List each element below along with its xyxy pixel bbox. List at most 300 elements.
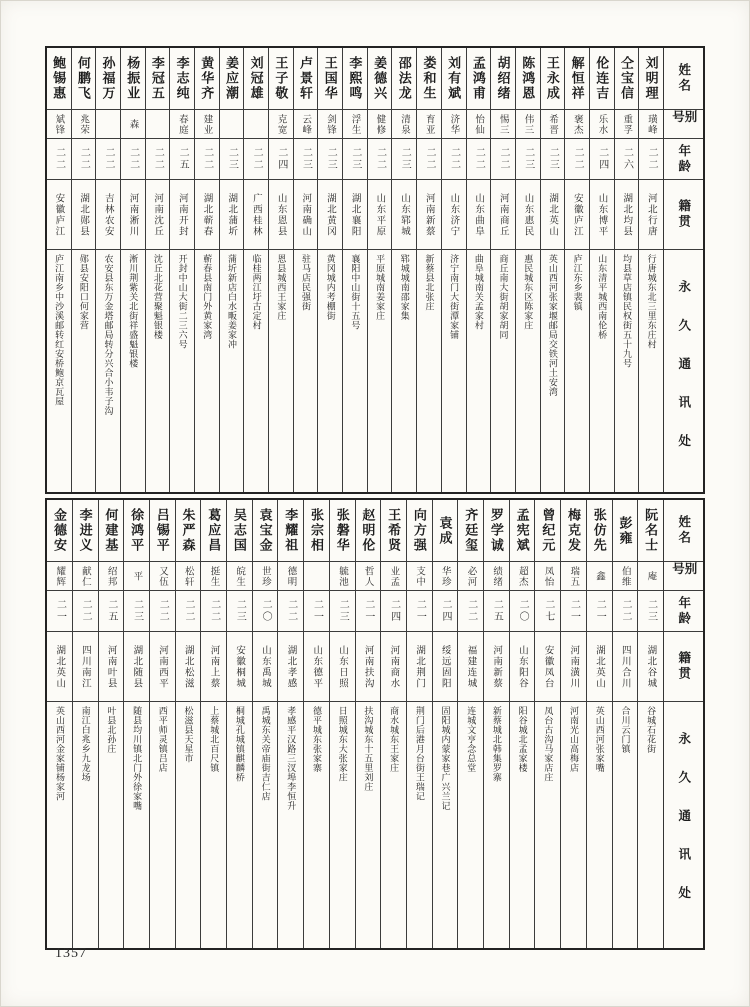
person-alias: 济华 (448, 113, 460, 135)
directory-entry-column (120, 48, 145, 492)
person-age: 二三 (399, 147, 411, 171)
person-native-place: 河南确山 (300, 192, 312, 237)
person-age: 二一 (594, 599, 606, 623)
person-address: 郓城城南邵家集 (399, 254, 410, 321)
header-address-label: 永久通讯处 (676, 280, 691, 473)
person-name: 黄华齐 (199, 56, 215, 101)
directory-entry-column (277, 500, 303, 948)
person-address: 西平师灵镇吕店 (157, 706, 168, 773)
directory-entry-column (490, 48, 515, 492)
person-address: 蒲圻新店白水畈姜家冲 (226, 254, 237, 349)
directory-entry-column (219, 48, 244, 492)
person-alias: 华珍 (439, 565, 451, 587)
directory-entry-column (586, 500, 612, 948)
person-name: 仝宝信 (618, 56, 634, 101)
person-age: 二二 (619, 599, 631, 623)
person-address: 庐江东乡裴镇 (572, 254, 583, 311)
person-alias: 超杰 (516, 565, 528, 587)
person-native-place: 河南潢川 (568, 644, 580, 689)
person-age: 二〇 (517, 599, 529, 623)
header-column-top (663, 48, 703, 492)
person-age: 二一 (362, 599, 374, 623)
directory-entry-column (47, 48, 71, 492)
person-address: 孝感平汉路三汊埠李恒升 (286, 706, 297, 811)
header-name-label: 姓名 (676, 515, 691, 546)
person-address: 庐江南乡中沙溪邮转红安桥鲍京瓦屋 (54, 254, 65, 406)
person-alias: 献仁 (79, 565, 91, 587)
person-alias: 乐水 (596, 113, 608, 135)
person-alias: 清泉 (399, 113, 411, 135)
person-address: 上蔡城北百尺镇 (209, 706, 220, 773)
directory-entry-column (483, 500, 509, 948)
person-age: 二二 (127, 147, 139, 171)
person-age: 二二 (80, 599, 92, 623)
directory-entry-column (303, 500, 329, 948)
person-name: 袁成 (437, 515, 453, 546)
person-native-place: 安徽桐城 (234, 644, 246, 689)
person-native-place: 河南沈丘 (152, 192, 164, 237)
person-address: 均县草店镇民权街五十九号 (621, 254, 632, 368)
directory-entry-column (612, 500, 638, 948)
person-alias: 伯维 (619, 565, 631, 587)
person-name: 袁宝金 (257, 508, 273, 553)
person-alias: 育亚 (423, 113, 435, 135)
directory-entry-column (317, 48, 342, 492)
person-name: 李志纯 (174, 56, 190, 101)
person-name: 胡绍绪 (495, 56, 511, 101)
person-native-place: 四川合川 (619, 644, 631, 689)
person-native-place: 山东郓城 (399, 192, 411, 237)
person-name: 邵法龙 (396, 56, 412, 101)
directory-entry-column (268, 48, 293, 492)
header-column-bottom (663, 500, 703, 948)
person-address: 荆门后港月台街王瑞记 (414, 706, 425, 801)
person-address: 叶县北孙庄 (106, 706, 117, 754)
person-age: 二〇 (260, 599, 272, 623)
person-alias: 浮生 (349, 113, 361, 135)
person-native-place: 河北行唐 (645, 192, 657, 237)
person-age: 二二 (572, 147, 584, 171)
page-number: 1357 (55, 946, 87, 961)
directory-entry-column (355, 500, 381, 948)
person-age: 二二 (646, 147, 658, 171)
person-age: 二二 (157, 599, 169, 623)
header-age-label: 年龄 (676, 595, 691, 627)
person-age: 二二 (201, 147, 213, 171)
person-native-place: 湖北蒲圻 (226, 192, 238, 237)
person-alias: 支中 (414, 565, 426, 587)
person-alias: 璜峰 (645, 113, 657, 135)
person-native-place: 湖北黄冈 (324, 192, 336, 237)
person-age: 二七 (542, 599, 554, 623)
person-name: 葛应昌 (206, 508, 222, 553)
person-name: 孙福万 (100, 56, 116, 101)
directory-entry-column (194, 48, 219, 492)
person-address: 新蔡县北张庄 (424, 254, 435, 311)
person-name: 梅克发 (566, 508, 582, 553)
person-alias: 必河 (465, 565, 477, 587)
person-alias: 毓池 (336, 565, 348, 587)
person-alias: 兆荣 (78, 113, 90, 135)
person-address: 禹城东关帝庙街吉仁店 (260, 706, 271, 801)
person-name: 李冠五 (149, 56, 165, 101)
person-name: 王希贤 (386, 508, 402, 553)
person-name: 张仿先 (591, 508, 607, 553)
person-address: 行唐城东北三里东庄村 (646, 254, 657, 349)
person-address: 平原城南姜家庄 (375, 254, 386, 321)
person-name: 姜德兴 (372, 56, 388, 101)
person-name: 娄和生 (421, 56, 437, 101)
person-alias: 凤怡 (542, 565, 554, 587)
directory-entry-column (457, 500, 483, 948)
person-native-place: 湖北谷城 (645, 644, 657, 689)
person-name: 陈鸿恩 (520, 56, 536, 101)
person-address: 驻马店民强街 (301, 254, 312, 311)
directory-entry-column (637, 500, 663, 948)
person-name: 姜应潮 (223, 56, 239, 101)
header-age-label: 年龄 (676, 143, 691, 175)
person-address: 农安县东万金塔邮局转分兴合小韦子沟 (103, 254, 114, 416)
person-name: 齐廷玺 (463, 508, 479, 553)
person-name: 解恒祥 (569, 56, 585, 101)
person-native-place: 山东惠民 (522, 192, 534, 237)
directory-entry-column (293, 48, 318, 492)
person-alias: 褒杰 (571, 113, 583, 135)
person-native-place: 山东德平 (311, 644, 323, 689)
person-alias: 瑞五 (568, 565, 580, 587)
directory-entry-column (169, 48, 194, 492)
directory-entry-column (367, 48, 392, 492)
directory-entry-column (98, 500, 124, 948)
person-name: 阮名士 (643, 508, 659, 553)
person-alias: 重孚 (621, 113, 633, 135)
person-native-place: 湖北英山 (54, 644, 66, 689)
person-alias: 惕三 (497, 113, 509, 135)
person-name: 何鹏飞 (75, 56, 91, 101)
directory-entry-column (226, 500, 252, 948)
person-alias: 庵 (645, 570, 657, 582)
person-age: 二三 (645, 599, 657, 623)
person-alias: 平 (131, 570, 143, 582)
person-address: 扶沟城东十五里刘庄 (363, 706, 374, 792)
person-address: 南江白兆乡九龙场 (80, 706, 91, 782)
person-address: 英山西河张家堰邮局交铁河土安湾 (547, 254, 558, 397)
person-name: 卢景轩 (298, 56, 314, 101)
person-native-place: 河南新蔡 (491, 644, 503, 689)
person-native-place: 河南开封 (176, 192, 188, 237)
person-name: 朱严森 (180, 508, 196, 553)
person-address: 商丘南大街胡家胡同 (498, 254, 509, 340)
person-name: 刘冠雄 (248, 56, 264, 101)
person-name: 李熙鸣 (347, 56, 363, 101)
person-native-place: 河南西平 (157, 644, 169, 689)
person-age: 二一 (568, 599, 580, 623)
directory-entry-column (614, 48, 639, 492)
person-address: 惠民城东区陈家庄 (523, 254, 534, 330)
directory-entry-column (534, 500, 560, 948)
person-name: 罗学诚 (488, 508, 504, 553)
directory-table-top (45, 46, 705, 494)
person-age: 二三 (300, 147, 312, 171)
directory-entry-column (342, 48, 367, 492)
directory-entry-column (509, 500, 535, 948)
person-native-place: 安徽凤台 (542, 644, 554, 689)
person-native-place: 湖北均县 (621, 192, 633, 237)
person-name: 张宗相 (309, 508, 324, 553)
person-address: 桐城孔城镇麒麟桥 (234, 706, 245, 782)
person-age: 二五 (177, 147, 189, 171)
person-alias: 哲人 (362, 565, 374, 587)
directory-entry-column (95, 48, 120, 492)
person-age: 二三 (131, 599, 143, 623)
person-native-place: 河南新蔡 (423, 192, 435, 237)
person-age: 二二 (78, 147, 90, 171)
person-alias: 剑锋 (324, 113, 336, 135)
person-name: 吴志国 (231, 508, 247, 553)
person-age: 二二 (285, 599, 297, 623)
person-age: 二三 (226, 147, 238, 171)
person-address: 黄冈城内考棚街 (325, 254, 336, 321)
person-age: 二二 (152, 147, 164, 171)
person-native-place: 安徽庐江 (53, 192, 65, 237)
directory-entry-column (329, 500, 355, 948)
person-name: 彭雍 (617, 515, 633, 546)
person-name: 金德安 (51, 508, 67, 553)
person-native-place: 山东博平 (596, 192, 608, 237)
person-address: 山东清平城西南伦桥 (597, 254, 608, 340)
directory-entry-column (47, 500, 72, 948)
person-age: 二一 (311, 599, 323, 623)
directory-entry-column (145, 48, 170, 492)
person-age: 二五 (491, 599, 503, 623)
person-name: 伦连吉 (594, 56, 610, 101)
person-native-place: 湖北荆门 (414, 644, 426, 689)
person-native-place: 四川南江 (79, 644, 91, 689)
directory-entry-column (243, 48, 268, 492)
person-alias: 业孟 (388, 565, 400, 587)
person-alias: 又伍 (157, 565, 169, 587)
person-alias: 怡仙 (473, 113, 485, 135)
person-age: 二二 (251, 147, 263, 171)
person-name: 刘明理 (643, 56, 659, 101)
person-age: 二一 (414, 599, 426, 623)
directory-entry-column (515, 48, 540, 492)
directory-entry-column (391, 48, 416, 492)
directory-entry-column (123, 500, 149, 948)
person-name: 张磐华 (334, 508, 350, 553)
person-address: 阳谷城北孟家楼 (517, 706, 528, 773)
person-address: 松滋县天星市 (183, 706, 194, 763)
person-age: 二六 (621, 147, 633, 171)
person-age: 二二 (53, 147, 65, 171)
person-address: 随县均川镇北门外徐家嘴 (132, 706, 143, 811)
directory-entry-column (406, 500, 432, 948)
person-age: 二二 (103, 147, 115, 171)
person-age: 二二 (473, 147, 485, 171)
person-native-place: 山东平原 (374, 192, 386, 237)
person-native-place: 湖北郧县 (78, 192, 90, 237)
person-address: 淅川荆紫关北街祥盛魁银楼 (128, 254, 139, 368)
person-address: 英山西河张家嘴 (594, 706, 605, 773)
directory-entry-column (416, 48, 441, 492)
person-name: 赵明伦 (360, 508, 376, 553)
person-alias: 希晋 (547, 113, 559, 135)
person-alias: 鑫 (593, 570, 605, 582)
person-native-place: 福建连城 (465, 644, 477, 689)
person-alias: 斌锋 (53, 113, 65, 135)
person-address: 合川云门镇 (620, 706, 631, 754)
person-native-place: 山东阳谷 (516, 644, 528, 689)
person-address: 蕲春县南门外黄家湾 (202, 254, 213, 340)
directory-entry-column (71, 48, 96, 492)
person-native-place: 安徽庐江 (571, 192, 583, 237)
person-address: 新蔡城北韩集罗寨 (491, 706, 502, 782)
person-age: 二四 (388, 599, 400, 623)
person-name: 孟鸿甫 (470, 56, 486, 101)
person-alias: 绩绪 (491, 565, 503, 587)
person-alias: 皖生 (234, 565, 246, 587)
person-alias: 克宽 (275, 113, 287, 135)
person-age: 二四 (440, 599, 452, 623)
header-alias-label: 别号 (670, 562, 697, 578)
person-age: 二三 (547, 147, 559, 171)
header-address-label: 永久通讯处 (676, 732, 691, 925)
header-native-label: 籍贯 (676, 199, 691, 230)
person-age: 二二 (423, 147, 435, 171)
person-address: 曲阜城南关孟家村 (473, 254, 484, 330)
directory-entry-column (589, 48, 614, 492)
directory-entry-column (560, 500, 586, 948)
person-age: 二二 (182, 599, 194, 623)
person-native-place: 河南扶沟 (362, 644, 374, 689)
person-age: 二三 (349, 147, 361, 171)
person-native-place: 山东禹城 (259, 644, 271, 689)
directory-entry-column (638, 48, 663, 492)
person-name: 曾纪元 (540, 508, 556, 553)
directory-entry-column (149, 500, 175, 948)
person-name: 向方强 (411, 508, 427, 553)
person-native-place: 山东济宁 (448, 192, 460, 237)
person-native-place: 湖北襄阳 (349, 192, 361, 237)
person-name: 吕锡平 (154, 508, 170, 553)
person-native-place: 湖北随县 (131, 644, 143, 689)
person-address: 济宁南门大街潭家铺 (449, 254, 460, 340)
person-name: 鲍锡惠 (51, 56, 67, 101)
person-name: 杨振业 (125, 56, 141, 101)
person-address: 临桂两江圩古定村 (251, 254, 262, 330)
person-address: 凤台古沟马家店庄 (543, 706, 554, 782)
person-native-place: 河南上蔡 (208, 644, 220, 689)
person-alias: 世珍 (259, 565, 271, 587)
directory-entry-column (432, 500, 458, 948)
person-name: 刘有斌 (446, 56, 462, 101)
header-alias-label: 别号 (670, 110, 697, 126)
directory-entry-column (380, 500, 406, 948)
person-address: 开封中山大街二三六号 (177, 254, 188, 349)
person-age: 二四 (275, 147, 287, 171)
person-address: 恩县城西王家庄 (276, 254, 287, 321)
person-native-place: 湖北孝感 (285, 644, 297, 689)
person-native-place: 湖北蕲春 (201, 192, 213, 237)
person-native-place: 河南淅川 (127, 192, 139, 237)
person-age: 二二 (498, 147, 510, 171)
person-native-place: 湖北英山 (593, 644, 605, 689)
person-native-place: 山东日照 (336, 644, 348, 689)
person-address: 谷城石花街 (646, 706, 657, 754)
person-age: 二一 (54, 599, 66, 623)
person-name: 孟宪斌 (514, 508, 530, 553)
directory-entry-column (72, 500, 98, 948)
person-native-place: 河南商丘 (497, 192, 509, 237)
directory-entry-column (540, 48, 565, 492)
person-name: 徐鸿平 (129, 508, 145, 553)
person-age: 二三 (337, 599, 349, 623)
header-name-label: 姓名 (676, 63, 691, 94)
person-name: 王子敬 (273, 56, 289, 101)
person-native-place: 吉林农安 (102, 192, 114, 237)
person-age: 二五 (105, 599, 117, 623)
person-alias: 伟三 (522, 113, 534, 135)
person-native-place: 河南商水 (388, 644, 400, 689)
person-age: 二三 (325, 147, 337, 171)
person-alias: 春庭 (176, 113, 188, 135)
person-address: 襄阳中山街十五号 (350, 254, 361, 330)
person-alias: 绍邦 (105, 565, 117, 587)
person-age: 二二 (374, 147, 386, 171)
person-native-place: 绥远固阳 (439, 644, 451, 689)
header-native-label: 籍贯 (676, 651, 691, 682)
directory-entry-column (175, 500, 201, 948)
person-age: 二二 (448, 147, 460, 171)
person-address: 河南光山高梅店 (569, 706, 580, 773)
person-native-place: 河南叶县 (105, 644, 117, 689)
person-address: 日照城东大张家庄 (337, 706, 348, 782)
person-alias: 云峰 (300, 113, 312, 135)
person-native-place: 湖北英山 (547, 192, 559, 237)
person-age: 二二 (208, 599, 220, 623)
person-alias: 德明 (285, 565, 297, 587)
person-name: 王国华 (322, 56, 338, 101)
person-native-place: 山东恩县 (275, 192, 287, 237)
person-alias: 挺生 (208, 565, 220, 587)
person-address: 郧县安阳口何家营 (78, 254, 89, 330)
person-address: 德平城东张家寨 (312, 706, 322, 773)
directory-entry-column (466, 48, 491, 492)
person-address: 固阳城内蒙家巷广兴兰记 (440, 706, 451, 811)
person-alias: 健修 (374, 113, 386, 135)
person-age: 二四 (596, 147, 608, 171)
person-alias: 森 (127, 118, 139, 130)
directory-entry-column (200, 500, 226, 948)
person-name: 李耀祖 (283, 508, 299, 553)
person-alias: 松轩 (182, 565, 194, 587)
person-native-place: 广西桂林 (250, 192, 262, 237)
person-age: 二三 (234, 599, 246, 623)
directory-entry-column (252, 500, 278, 948)
directory-entry-column (441, 48, 466, 492)
person-native-place: 湖北松滋 (182, 644, 194, 689)
person-alias: 耀辉 (54, 565, 66, 587)
person-address: 连城文亨念总堂 (466, 706, 477, 773)
person-address: 沈丘北花营聚魁银楼 (152, 254, 163, 340)
person-alias: 建业 (201, 113, 213, 135)
person-name: 何建基 (103, 508, 119, 553)
person-name: 李进义 (77, 508, 93, 553)
directory-entry-column (564, 48, 589, 492)
directory-table-bottom (45, 498, 705, 950)
person-native-place: 山东曲阜 (473, 192, 485, 237)
person-name: 王永成 (544, 56, 560, 101)
